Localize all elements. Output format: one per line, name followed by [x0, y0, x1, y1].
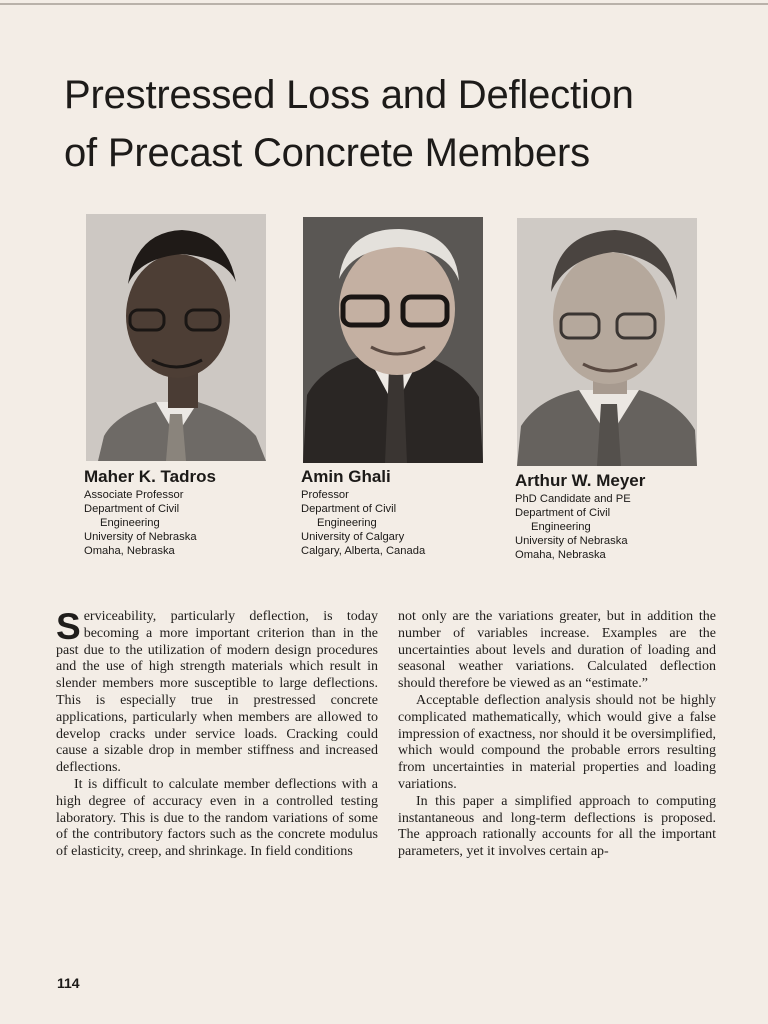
- body-column-left: [56, 609, 378, 949]
- author-name: Arthur W. Meyer: [515, 471, 646, 490]
- author-university: University of Calgary: [301, 531, 405, 543]
- author-department-cont: Engineering: [100, 517, 160, 529]
- paragraph-1-text: erviceability, particularly deflection, is today becoming a more important criterion than in the past due to the utilization of modern design procedures and the use of high strength materials which result in slender members more susceptible to large deflections. This is especially true in prestressed concrete applications, particularly when members are allowed to develop cracks under service loads. Cracking could cause a sizable drop in member stiffness and increased deflections.: [56, 609, 378, 776]
- author-university: University of Nebraska: [84, 531, 197, 543]
- page-number: 114: [57, 975, 80, 991]
- paragraph-5: In this paper a simplified approach to computing instantaneous and long-term deflections is proposed. The approach rationally accounts for all the important parameters, yet it involves certain ap-: [398, 793, 716, 860]
- author-photo-tadros: [86, 214, 266, 461]
- author-location: Calgary, Alberta, Canada: [301, 545, 426, 557]
- title-line-2: of Precast Concrete Members: [64, 131, 590, 175]
- author-department: Department of Civil: [301, 503, 397, 515]
- author-department-cont: Engineering: [531, 521, 591, 533]
- title-line-1: Prestressed Loss and Deflection: [64, 73, 634, 117]
- paragraph-1: [56, 609, 378, 777]
- author-department: Department of Civil: [515, 507, 611, 519]
- author-name: Maher K. Tadros: [84, 467, 216, 486]
- author-department-cont: Engineering: [317, 517, 377, 529]
- author-photo-meyer: [517, 218, 697, 466]
- paragraph-2: It is difficult to calculate member deflections with a high degree of accuracy even in a controlled testing laboratory. This is due to the random variations of some of the contributory factors such as the concrete modulus of elasticity, creep, and shrinkage. In field conditions: [56, 776, 378, 860]
- author-title: Associate Professor: [84, 489, 184, 501]
- author-photo-ghali: [303, 217, 483, 463]
- author-block-ghali: [301, 466, 425, 558]
- author-title: Professor: [301, 489, 349, 501]
- body-column-right: [398, 609, 716, 949]
- author-title: PhD Candidate and PE: [515, 493, 631, 505]
- author-name: Amin Ghali: [301, 467, 391, 486]
- author-block-meyer: [515, 470, 645, 562]
- author-university: University of Nebraska: [515, 535, 628, 547]
- article-title: [64, 66, 768, 182]
- paragraph-3: not only are the variations greater, but in addition the number of variables increase. Examples are the uncertainties about levels and duration of loading and seasonal weather variations. Calculated deflection should therefore be viewed as an “estimate.”: [398, 609, 716, 692]
- author-location: Omaha, Nebraska: [515, 549, 606, 561]
- author-location: Omaha, Nebraska: [84, 545, 175, 557]
- top-rule: [0, 3, 768, 5]
- author-block-tadros: [84, 466, 216, 558]
- paragraph-4: Acceptable deflection analysis should not be highly complicated mathematically, which would give a false impression of exactness, nor should it be oversimplified, which would compound the probable errors resulting from uncertainties in material properties and loading variations.: [398, 692, 716, 792]
- author-department: Department of Civil: [84, 503, 180, 515]
- drop-cap: S: [56, 609, 81, 647]
